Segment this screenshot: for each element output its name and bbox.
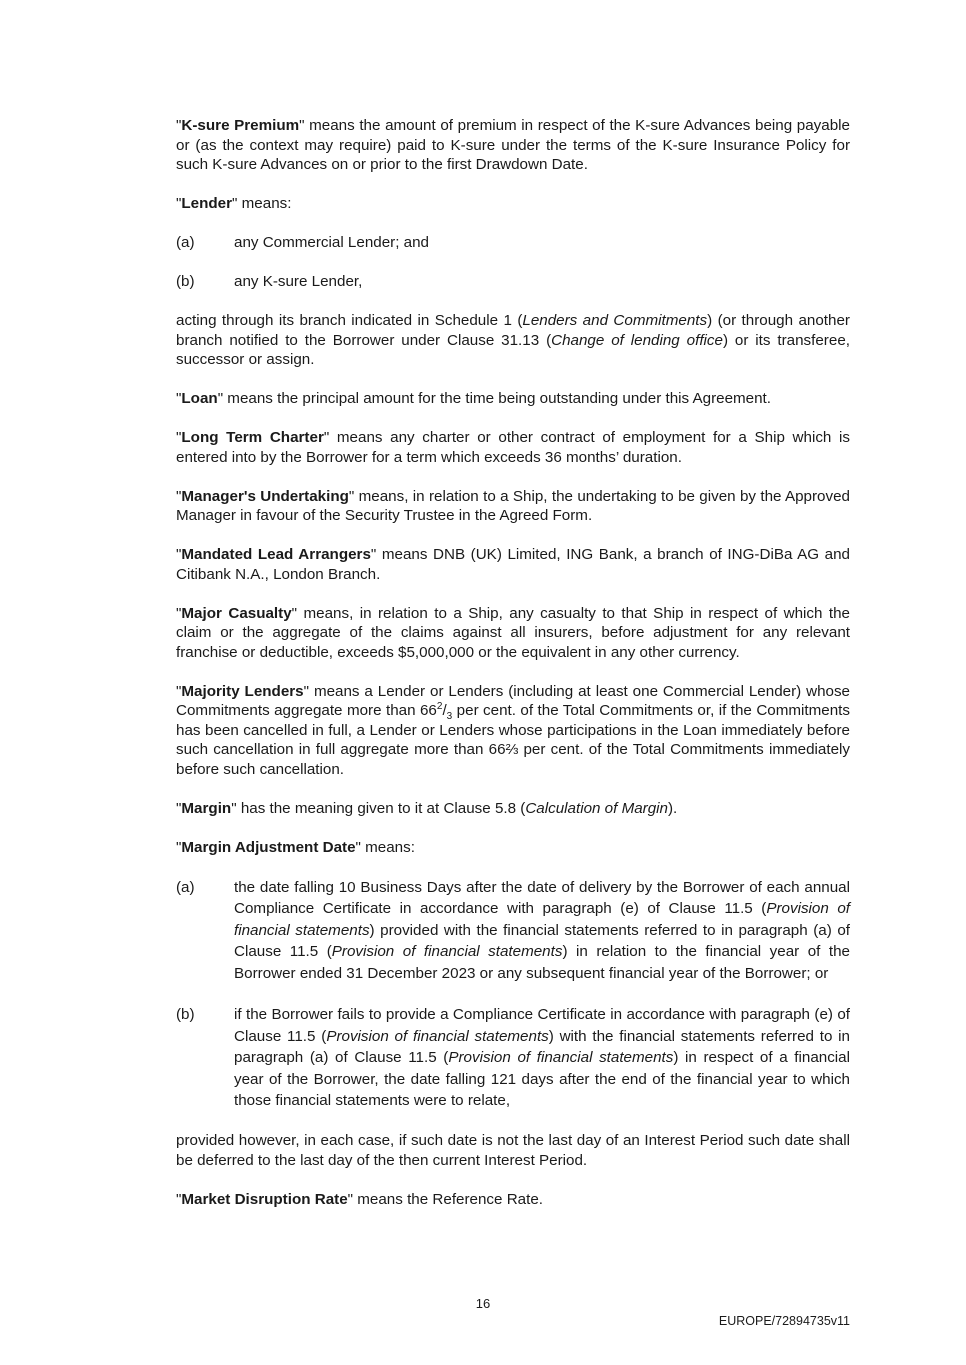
term: Lender (181, 195, 233, 212)
definition-managers-undertaking: "Manager's Undertaking" means, in relation to a Ship, the undertaking to be given by the Approved Manager in favour of the Security Trustee in the Agreed Form. (176, 487, 850, 524)
term: Loan (181, 390, 218, 407)
definition-mandated-lead-arrangers: "Mandated Lead Arrangers" means DNB (UK) Limited, ING Bank, a branch of ING-DiBa AG and Citibank N.A., London Branch. (176, 546, 850, 583)
list-item: (b) any K-sure Lender, (176, 273, 363, 290)
list-item: (b) if the Borrower fails to provide a Compliance Certificate in accordance with paragraph (e) of Clause 11.5 (Provision of financial statements) with the financial statements referred to in paragraph (a) of Clause 11.5 (Provision of financial statements) in respect of a financial year of the Borrower, the date falling 121 days after the end of the financial year to which those financial statements were to relate, (176, 1005, 851, 1110)
term: Long Term Charter (181, 429, 324, 446)
term: Market Disruption Rate (181, 1190, 348, 1208)
definition-majority-lenders: "Majority Lenders" means a Lender or Lenders (including at least one Commercial Lender) whose Commitments aggregate more than $66^2/_3$ per cent. of the Total Commitments or, if the Commitments has been cancelled in full, a Lender or Lenders whose participations in the Loan immediately before such cancellation in full aggregate more than 66⅔ per cent. of the Total Commitments immediately before such cancellation. (176, 682, 851, 778)
definition-market-disruption-rate: "Market Disruption Rate" means the Reference Rate. (176, 1190, 543, 1208)
term: K-sure Premium (181, 117, 300, 134)
list-item: (a) the date falling 10 Business Days after the date of delivery by the Borrower of each annual Compliance Certificate in accordance with paragraph (e) of Clause 11.5 (Provision of financial statements) provided with the financial statements referred to in paragraph (a) of Clause 11.5 (Provision of financial statements) in relation to the financial year of the Borrower ended 31 December 2023 or any subsequent financial year of the Borrower; or (176, 878, 850, 982)
definition-major-casualty: "Major Casualty" means, in relation to a Ship, any casualty to that Ship in respect of which the claim or the aggregate of the claims against all insurers, before adjustment for any relevant franchise or deductible, exceeds $5,000,000 or the equivalent in any other currency. (176, 604, 850, 661)
definition-loan: "Loan" means the principal amount for the time being outstanding under this Agreement. (176, 390, 771, 407)
term: Majority Lenders (181, 682, 304, 700)
list-item: (a) any Commercial Lender; and (176, 234, 430, 251)
term: Margin Adjustment Date (181, 838, 356, 856)
definition-k-sure-premium: "K-sure Premium" means the amount of premium in respect of the K-sure Advances being payable or (as the context may require) paid to K-sure under the terms of the K-sure Insurance Policy for such K-sure Advances on or prior to the first Drawdown Date. (176, 117, 850, 173)
definition-lender: "Lender" means: (176, 195, 292, 212)
lender-tail: acting through its branch indicated in Schedule 1 (Lenders and Commitments) (or through another branch notified to the Borrower under Clause 31.13 (Change of lending office) or its transferee, successor or assign. (176, 312, 850, 368)
margin-adjustment-tail: provided however, in each case, if such date is not the last day of an Interest Period such date shall be deferred to the last day of the then current Interest Period. (176, 1132, 850, 1169)
definition-margin: "Margin" has the meaning given to it at Clause 5.8 (Calculation of Margin). (176, 799, 678, 817)
term: Major Casualty (181, 604, 292, 622)
document-reference: EUROPE/72894735v11 (718, 1314, 850, 1328)
document-page (176, 116, 850, 1229)
term: Manager's Undertaking (181, 487, 349, 505)
definition-long-term-charter: "Long Term Charter" means any charter or other contract of employment for a Ship which is entered into by the Borrower for a term which exceeds 36 months’ duration. (176, 429, 851, 466)
term: Mandated Lead Arrangers (181, 546, 371, 563)
definition-margin-adjustment-date: "Margin Adjustment Date" means: (176, 838, 415, 856)
page-number: 16 (475, 1296, 491, 1311)
term: Margin (181, 799, 232, 817)
